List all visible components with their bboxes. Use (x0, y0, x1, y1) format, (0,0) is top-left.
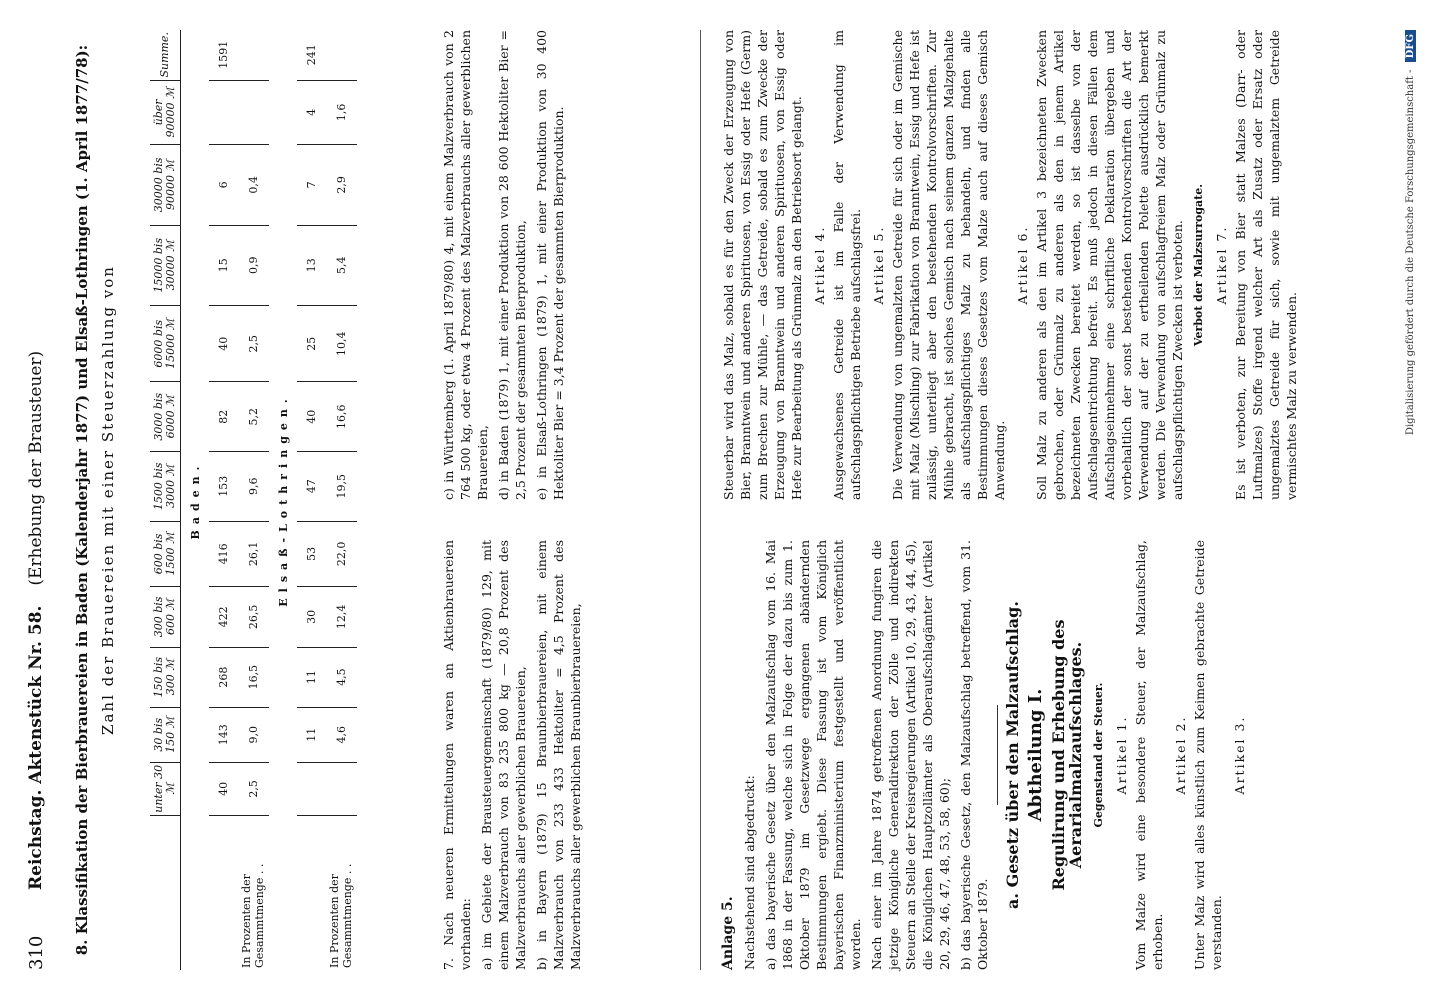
aktien-right-column (440, 30, 571, 500)
art5-text: Die Verwendung von ungemalzten Getreide für sich oder im Gemische mit Malz (Mischling) zur Fabrikation von Branntwein, Essig und Hefe ist zulässig, unterliegt aber den bestehenden Kontrolvorschriften. Zur Mühle gebracht, ist solches Gemisch nach seinem ganzen Malzgehalte als aufschlagspflichtiges Malz zu behandeln, und finden alle Bestimmungen dieses Gesetzes vom Malze auch auf dieses Gemisch Anwendung. (890, 30, 1007, 500)
table-cell: 153 (209, 452, 237, 522)
table-cell: 16,5 (237, 647, 269, 707)
table-cell: 16,6 (325, 382, 357, 452)
table-cell: 82 (209, 382, 237, 452)
table-cell: 26,1 (237, 521, 269, 587)
aktien-item-e: e) in Elsaß-Lothringen (1879) 1, mit einer Produktion von 30 400 Hektoliter Bier = 3,4 Prozent der gesammten Bierproduktion. (534, 30, 566, 500)
aktien-item-a: a) im Gebiete der Brausteuergemeinschaft (1879/80) 129, mit einem Malzverbrauch von 83 235 800 kg — 20,8 Prozent des Malzverbrauchs aller gewerblichen Brauereien, (479, 540, 528, 970)
table-cell: 0,4 (237, 145, 269, 225)
table-cell: 2,9 (325, 145, 357, 225)
gesetz-title: a. Gesetz über den Malzaufschlag. (1003, 601, 1022, 909)
column-header: 3000 bis 6000 ℳ (150, 382, 181, 452)
table-cell: 143 (209, 707, 237, 762)
art2-text: Unter Malz wird alles künstlich zum Keimen gebrachte Getreide verstanden. (1192, 540, 1224, 970)
table-row (209, 30, 237, 970)
abteilung-heading: Abtheilung I. (1025, 688, 1046, 822)
running-header (18, 30, 58, 970)
digitization-footer (1405, 30, 1416, 970)
anlage-item-a: a) das bayerische Gesetz über den Malzaufschlag vom 16. Mai 1868 in der Fassung, welche sich in Folge der dazu bis zum 1. Oktober 1879 im Gesetzwege ergangenen abändernden Bestimmungen ergiebt. Diese Fassung ist vom Königlich bayerischen Finanzministerium festgestellt und veröffentlicht worden. (763, 540, 863, 970)
anlage-column (720, 540, 1250, 970)
verbot-heading: Verbot der Malzsurrogate. (1192, 183, 1205, 347)
anlage-intro: Nachstehend sind abgedruckt: (742, 775, 757, 970)
table-cell: 6 (209, 145, 237, 225)
column-header: unter 30 ℳ (150, 762, 181, 815)
column-header: 30000 bis 90000 ℳ (150, 145, 181, 225)
table-cell: 9,0 (237, 707, 269, 762)
running-section: (Erhebung der Brausteuer) (26, 350, 46, 586)
table-cell: 5,4 (325, 225, 357, 305)
running-title-wrap (26, 250, 46, 890)
row-label (209, 816, 237, 971)
table-cell: 13 (297, 225, 325, 305)
table-cell: 10,4 (325, 305, 357, 382)
table-cell: 4 (297, 80, 325, 145)
column-header: 15000 bis 30000 ℳ (150, 225, 181, 305)
aktien-item-c: c) in Württemberg (1. April 1879/80) 4, mit einem Malzverbrauch von 2 764 500 kg, oder etwa 4 Prozent des Malzverbrauchs aller gewerblichen Brauereien, (441, 30, 490, 500)
region-name: Baden. (188, 460, 202, 540)
table-row (325, 30, 357, 970)
gesetz-right-column (720, 30, 1304, 500)
table-row (237, 30, 269, 970)
aktien-item-d: d) in Baden (1879) 1, mit einer Produktion von 28 600 Hektoliter Bier = 2,5 Prozent der gesammten Bierproduktion, (496, 30, 528, 500)
short-rule (997, 705, 998, 805)
art4-heading: Artikel 4. (812, 225, 827, 305)
section-divider (700, 30, 701, 970)
table-cell: 9,6 (237, 452, 269, 522)
table-cell: 416 (209, 521, 237, 587)
table-cell: 12,4 (325, 587, 357, 647)
table-cell: 40 (209, 762, 237, 815)
classification-heading (72, 30, 118, 970)
row-label: In Prozenten der Gesammtmenge . . (328, 863, 354, 968)
column-header: 30 bis 150 ℳ (150, 707, 181, 762)
column-header: über 90000 ℳ (150, 80, 181, 145)
region-name: Elsaß-Lothringen. (276, 393, 290, 607)
art7-text: Es ist verboten, zur Bereitung von Bier statt Malzes (Darr- oder Luftmalzes) Stoffe irgend welcher Art als Zusatz oder Ersatz oder ungemalztes Getreide für sich, sowie mit ungemalztem Getreide vermischtes Malz zu verwenden. (1233, 30, 1299, 500)
art1-text: Vom Malze wird eine besondere Steuer, der Malzaufschlag, erhoben. (1133, 540, 1165, 970)
table-cell (325, 30, 357, 80)
table-body (181, 30, 358, 970)
table-cell: 7 (297, 145, 325, 225)
table-cell: 40 (297, 382, 325, 452)
classification-subtitle: Zahl der Brauereien mit einer Steuerzahlung von (99, 265, 117, 735)
table-cell: 30 (297, 587, 325, 647)
table-row (297, 30, 325, 970)
table-cell: 53 (297, 521, 325, 587)
table-cell: 11 (297, 707, 325, 762)
aktien-item-b: b) in Bayern (1879) 15 Braunbierbrauereien, mit einem Malzverbrauch von 233 433 Hektoliter = 4,5 Prozent des Malzverbrauchs aller gewerblichen Braunbierbrauereien, (534, 540, 583, 970)
column-header: 300 bis 600 ℳ (150, 587, 181, 647)
abteilung-title: Regulirung und Erhebung des Aerarialmalzaufschlages. (1049, 619, 1085, 891)
column-header: 6000 bis 15000 ℳ (150, 305, 181, 382)
running-title: Reichstag. Aktenstück Nr. 58. (26, 605, 46, 890)
table-cell: 268 (209, 647, 237, 707)
aktien-intro: 7. Nach neueren Ermittelungen waren an Aktienbrauereien vorhanden: (441, 540, 473, 970)
table-cell: 2,5 (237, 305, 269, 382)
anlage-note: Nach einer im Jahre 1874 getroffenen Anordnung fungiren die jetzige Königliche Generaldirektion der Zölle und indirekten Steuern an Stelle der Kreisregierungen (Artikel 10, 29, 43, 44, 45), die Königlichen Hauptzollämter als Oberaufschlagämter (Artikel 20, 29, 46, 47, 48, 53, 58, 60); (869, 540, 952, 970)
art3-heading: Artikel 3. (1232, 715, 1247, 795)
anlage-label: Anlage 5. (720, 896, 736, 970)
table-cell: 25 (297, 305, 325, 382)
row-label: In Prozenten der Gesammtmenge . . (240, 863, 266, 968)
table-cell: 15 (209, 225, 237, 305)
footer-text: Digitalisierung gefördert durch die Deutsche Forschungsgemeinschaft - (1405, 69, 1416, 436)
classification-title: 8. Klassifikation der Bierbrauereien in Baden (Kalenderjahr 1877) und Elsaß-Lothringen (1. April 1877/78): (73, 44, 91, 956)
column-header: Summe. (150, 30, 181, 80)
art3-text: Steuerbar wird das Malz, sobald es für den Zweck der Erzeugung von Bier, Branntwein und anderen Spirituosen, von Essig oder Hefe (Germ) zum Brechen zur Mühle, — das Getreide, sobald es zum Zwecke der Erzeugung von Branntwein und anderen Spirituosen, von Essig oder Hefe zur Bearbeitung als Grünmalz an den Betriebsort gelangt. (721, 30, 804, 500)
anlage-item-b: b) das bayerische Gesetz, den Malzaufschlag betreffend, vom 31. Oktober 1879. (958, 540, 990, 970)
column-header: 1500 bis 3000 ℳ (150, 452, 181, 522)
art6-heading: Artikel 6. (1015, 225, 1030, 305)
table-cell: 4,5 (325, 647, 357, 707)
table-cell: 0,9 (237, 225, 269, 305)
art4-text: Ausgewachsenes Getreide ist im Falle der Verwendung im aufschlagspflichtigen Betriebe aufschlagsfrei. (831, 30, 863, 500)
table-cell: 19,5 (325, 452, 357, 522)
row-label (297, 816, 325, 971)
table-cell: 40 (209, 305, 237, 382)
table-cell (325, 762, 357, 815)
classification-table (150, 30, 357, 970)
page-number: 310 (26, 935, 47, 970)
table-cell (237, 30, 269, 80)
region-row (181, 30, 210, 970)
aktien-left-column (440, 540, 588, 970)
table-cell: 5,2 (237, 382, 269, 452)
region-row (269, 30, 297, 970)
table-cell (297, 762, 325, 815)
table-cell: 1,6 (325, 80, 357, 145)
table-cell: 2,5 (237, 762, 269, 815)
column-header: 600 bis 1500 ℳ (150, 521, 181, 587)
art6-text: Soll Malz zu anderen als den im Artikel 3 bezeichneten Zwecken gebrochen, oder Grünmalz zu anderen als den in jenem Artikel bezeichneten Zwecken bereitet werden, so ist dasselbe von der Aufschlagsentrichtung befreit. Es muß jedoch in diesen Fällen dem Aufschlagseinnehmer eine schriftliche Deklaration übergeben und vorbehaltlich der sonst bestehenden Kontrolvorschriften die Art der Verwendung auf der zu ertheilenden Polette ausdrücklich bemerkt werden. Die Verwendung von aufschlagfreiem Malz oder Grünmalz zu aufschlagspflichtigen Zwecken ist verboten. (1034, 30, 1185, 500)
table-cell: 4,6 (325, 707, 357, 762)
art2-heading: Artikel 2. (1173, 715, 1188, 795)
table-corner (150, 816, 181, 971)
table-header-row (150, 30, 181, 970)
table-cell: 1591 (209, 30, 237, 80)
art5-heading: Artikel 5. (871, 225, 886, 305)
art7-heading: Artikel 7. (1214, 225, 1229, 305)
table-cell: 241 (297, 30, 325, 80)
table-cell: 422 (209, 587, 237, 647)
column-header: 150 bis 300 ℳ (150, 647, 181, 707)
table-cell: 11 (297, 647, 325, 707)
art1-heading: Artikel 1. (1114, 715, 1129, 795)
table-cell: 47 (297, 452, 325, 522)
table-cell: 26,5 (237, 587, 269, 647)
table-cell (209, 80, 237, 145)
table-cell (237, 80, 269, 145)
dfg-badge: DFG (1405, 30, 1416, 62)
table-cell: 22,0 (325, 521, 357, 587)
gegenstand-heading: Gegenstand der Steuer. (1092, 682, 1105, 828)
